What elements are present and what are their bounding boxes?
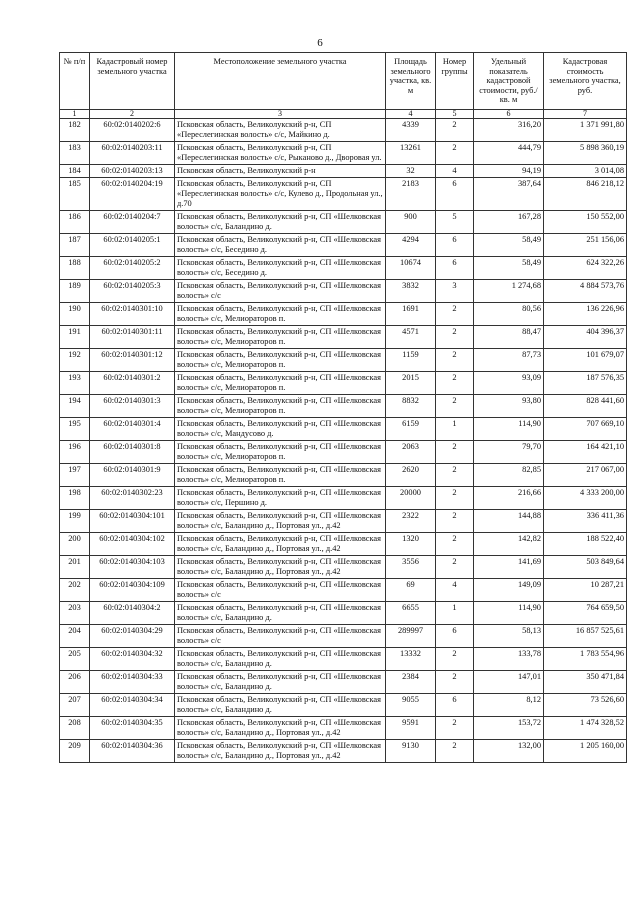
cadastral-number: 60:02:0140301:12: [90, 349, 175, 372]
specific-value: 114,90: [474, 418, 544, 441]
location: Псковская область, Великолукский р-н, СП «Шелковская волость» с/с: [175, 280, 386, 303]
specific-value: 147,01: [474, 671, 544, 694]
cadastral-cost: 1 783 554,96: [544, 648, 627, 671]
col-number: 5: [436, 110, 474, 119]
row-number: 189: [60, 280, 90, 303]
cadastral-cost: 828 441,60: [544, 395, 627, 418]
area: 10674: [386, 257, 436, 280]
cadastral-cost: 764 659,50: [544, 602, 627, 625]
location: Псковская область, Великолукский р-н, СП «Шелковская волость» с/с, Баландино д., Портовая ул., д.42: [175, 740, 386, 763]
area: 32: [386, 165, 436, 178]
cadastral-number: 60:02:0140304:33: [90, 671, 175, 694]
cadastral-cost: 4 333 200,00: [544, 487, 627, 510]
cadastral-number: 60:02:0140304:35: [90, 717, 175, 740]
row-number: 203: [60, 602, 90, 625]
group-number: 2: [436, 487, 474, 510]
table-row: [60, 119, 627, 142]
cadastral-number: 60:02:0140205:1: [90, 234, 175, 257]
group-number: 6: [436, 257, 474, 280]
table-row: [60, 625, 627, 648]
cadastral-cost: 188 522,40: [544, 533, 627, 556]
specific-value: 142,82: [474, 533, 544, 556]
specific-value: 153,72: [474, 717, 544, 740]
row-number: 200: [60, 533, 90, 556]
cadastral-number: 60:02:0140203:11: [90, 142, 175, 165]
group-number: 2: [436, 671, 474, 694]
cadastral-cost: 707 669,10: [544, 418, 627, 441]
header-location: Местоположение земельного участка: [175, 53, 386, 110]
cadastral-cost: 251 156,06: [544, 234, 627, 257]
cadastral-number: 60:02:0140302:23: [90, 487, 175, 510]
cadastral-cost: 404 396,37: [544, 326, 627, 349]
location: Псковская область, Великолукский р-н, СП «Шелковская волость» с/с, Баландино д., Портовая ул., д.42: [175, 533, 386, 556]
area: 2183: [386, 178, 436, 211]
table-row: [60, 418, 627, 441]
table-row: [60, 349, 627, 372]
table-row: [60, 234, 627, 257]
area: 4294: [386, 234, 436, 257]
specific-value: 132,00: [474, 740, 544, 763]
specific-value: 216,66: [474, 487, 544, 510]
row-number: 196: [60, 441, 90, 464]
page-number: 6: [317, 37, 323, 49]
group-number: 6: [436, 694, 474, 717]
cadastral-cost: 217 067,00: [544, 464, 627, 487]
cadastral-cost: 187 576,35: [544, 372, 627, 395]
header-specific-value: Удельный показатель кадастровой стоимости, руб./кв. м: [474, 53, 544, 110]
area: 4339: [386, 119, 436, 142]
group-number: 2: [436, 119, 474, 142]
area: 13332: [386, 648, 436, 671]
area: 20000: [386, 487, 436, 510]
area: 900: [386, 211, 436, 234]
cadastral-cost: 350 471,84: [544, 671, 627, 694]
cadastral-number: 60:02:0140304:101: [90, 510, 175, 533]
cadastral-number: 60:02:0140301:11: [90, 326, 175, 349]
group-number: 6: [436, 178, 474, 211]
row-number: 185: [60, 178, 90, 211]
location: Псковская область, Великолукский р-н, СП «Шелковская волость» с/с, Баландино д., Портовая ул., д.42: [175, 556, 386, 579]
row-number: 187: [60, 234, 90, 257]
specific-value: 58,13: [474, 625, 544, 648]
group-number: 3: [436, 280, 474, 303]
cadastral-cost: 4 884 573,76: [544, 280, 627, 303]
cadastral-number: 60:02:0140304:34: [90, 694, 175, 717]
table-row: [60, 395, 627, 418]
area: 6159: [386, 418, 436, 441]
specific-value: 79,70: [474, 441, 544, 464]
specific-value: 82,85: [474, 464, 544, 487]
group-number: 2: [436, 372, 474, 395]
area: 3556: [386, 556, 436, 579]
group-number: 1: [436, 602, 474, 625]
col-number: 7: [544, 110, 627, 119]
row-number: 201: [60, 556, 90, 579]
cadastral-cost: 164 421,10: [544, 441, 627, 464]
location: Псковская область, Великолукский р-н, СП «Переслегинская волость» с/с, Майкино д.: [175, 119, 386, 142]
specific-value: 87,73: [474, 349, 544, 372]
specific-value: 1 274,68: [474, 280, 544, 303]
cadastral-number: 60:02:0140205:2: [90, 257, 175, 280]
cadastral-number: 60:02:0140304:36: [90, 740, 175, 763]
group-number: 2: [436, 142, 474, 165]
location: Псковская область, Великолукский р-н, СП «Шелковская волость» с/с, Баландино д.: [175, 211, 386, 234]
row-number: 206: [60, 671, 90, 694]
table-row: [60, 740, 627, 763]
location: Псковская область, Великолукский р-н, СП «Шелковская волость» с/с, Мелиораторов п.: [175, 303, 386, 326]
header-cadastral-number: Кадастровый номер земельного участка: [90, 53, 175, 110]
area: 289997: [386, 625, 436, 648]
table-row: [60, 142, 627, 165]
specific-value: 8,12: [474, 694, 544, 717]
location: Псковская область, Великолукский р-н, СП «Шелковская волость» с/с, Першино д.: [175, 487, 386, 510]
row-number: 194: [60, 395, 90, 418]
cadastral-cost: 1 474 328,52: [544, 717, 627, 740]
group-number: 2: [436, 648, 474, 671]
group-number: 4: [436, 579, 474, 602]
table-row: [60, 372, 627, 395]
area: 2063: [386, 441, 436, 464]
group-number: 2: [436, 717, 474, 740]
cadastral-cost: 624 322,26: [544, 257, 627, 280]
cadastral-cost: 336 411,36: [544, 510, 627, 533]
cadastral-cost: 73 526,60: [544, 694, 627, 717]
row-number: 208: [60, 717, 90, 740]
col-number: 3: [175, 110, 386, 119]
cadastral-number: 60:02:0140205:3: [90, 280, 175, 303]
row-number: 193: [60, 372, 90, 395]
table-row: [60, 648, 627, 671]
specific-value: 94,19: [474, 165, 544, 178]
header-area: Площадь земельного участка, кв. м: [386, 53, 436, 110]
group-number: 2: [436, 395, 474, 418]
specific-value: 144,88: [474, 510, 544, 533]
group-number: 4: [436, 165, 474, 178]
location: Псковская область, Великолукский р-н, СП «Шелковская волость» с/с, Мелиораторов п.: [175, 326, 386, 349]
row-number: 186: [60, 211, 90, 234]
specific-value: 114,90: [474, 602, 544, 625]
specific-value: 149,09: [474, 579, 544, 602]
table-row: [60, 178, 627, 211]
row-number: 199: [60, 510, 90, 533]
col-number: 2: [90, 110, 175, 119]
table-row: [60, 165, 627, 178]
group-number: 5: [436, 211, 474, 234]
group-number: 2: [436, 326, 474, 349]
area: 1159: [386, 349, 436, 372]
row-number: 195: [60, 418, 90, 441]
area: 13261: [386, 142, 436, 165]
location: Псковская область, Великолукский р-н, СП «Переслегинская волость» с/с, Рыканово д., Дворовая ул.: [175, 142, 386, 165]
specific-value: 58,49: [474, 234, 544, 257]
row-number: 188: [60, 257, 90, 280]
location: Псковская область, Великолукский р-н, СП «Шелковская волость» с/с, Баландино д.: [175, 648, 386, 671]
cadastral-number: 60:02:0140204:19: [90, 178, 175, 211]
group-number: 2: [436, 441, 474, 464]
table-row: [60, 533, 627, 556]
cadastral-number: 60:02:0140301:2: [90, 372, 175, 395]
group-number: 6: [436, 625, 474, 648]
specific-value: 141,69: [474, 556, 544, 579]
location: Псковская область, Великолукский р-н, СП «Шелковская волость» с/с: [175, 579, 386, 602]
cadastral-number: 60:02:0140304:32: [90, 648, 175, 671]
row-number: 190: [60, 303, 90, 326]
cadastral-cost: 101 679,07: [544, 349, 627, 372]
group-number: 2: [436, 510, 474, 533]
table-row: [60, 556, 627, 579]
specific-value: 58,49: [474, 257, 544, 280]
specific-value: 93,09: [474, 372, 544, 395]
cadastral-number: 60:02:0140204:7: [90, 211, 175, 234]
location: Псковская область, Великолукский р-н: [175, 165, 386, 178]
table-row: [60, 211, 627, 234]
header-group: Номер группы: [436, 53, 474, 110]
group-number: 2: [436, 303, 474, 326]
specific-value: 444,79: [474, 142, 544, 165]
cadastral-cost: 503 849,64: [544, 556, 627, 579]
row-number: 209: [60, 740, 90, 763]
row-number: 197: [60, 464, 90, 487]
cadastral-number: 60:02:0140203:13: [90, 165, 175, 178]
cadastral-cost: 136 226,96: [544, 303, 627, 326]
row-number: 191: [60, 326, 90, 349]
area: 6655: [386, 602, 436, 625]
table-row: [60, 579, 627, 602]
area: 9130: [386, 740, 436, 763]
row-number: 198: [60, 487, 90, 510]
col-number: 1: [60, 110, 90, 119]
area: 2384: [386, 671, 436, 694]
row-number: 183: [60, 142, 90, 165]
table-row: [60, 441, 627, 464]
row-number: 204: [60, 625, 90, 648]
group-number: 2: [436, 556, 474, 579]
col-number: 6: [474, 110, 544, 119]
area: 3832: [386, 280, 436, 303]
cadastral-cost: 3 014,08: [544, 165, 627, 178]
cadastral-cost: 5 898 360,19: [544, 142, 627, 165]
cadastral-number: 60:02:0140301:4: [90, 418, 175, 441]
location: Псковская область, Великолукский р-н, СП «Шелковская волость» с/с, Мелиораторов п.: [175, 395, 386, 418]
table-row: [60, 326, 627, 349]
group-number: 1: [436, 418, 474, 441]
col-number: 4: [386, 110, 436, 119]
row-number: 202: [60, 579, 90, 602]
location: Псковская область, Великолукский р-н, СП «Шелковская волость» с/с, Баландино д.: [175, 694, 386, 717]
location: Псковская область, Великолукский р-н, СП «Шелковская волость» с/с, Мандусово д.: [175, 418, 386, 441]
cadastral-cost: 1 371 991,80: [544, 119, 627, 142]
row-number: 182: [60, 119, 90, 142]
group-number: 2: [436, 349, 474, 372]
row-number: 207: [60, 694, 90, 717]
group-number: 2: [436, 464, 474, 487]
location: Псковская область, Великолукский р-н, СП «Шелковская волость» с/с, Мелиораторов п.: [175, 372, 386, 395]
cadastral-cost: 150 552,00: [544, 211, 627, 234]
location: Псковская область, Великолукский р-н, СП «Шелковская волость» с/с, Мелиораторов п.: [175, 349, 386, 372]
location: Псковская область, Великолукский р-н, СП «Шелковская волость» с/с, Мелиораторов п.: [175, 441, 386, 464]
location: Псковская область, Великолукский р-н, СП «Шелковская волость» с/с: [175, 625, 386, 648]
group-number: 2: [436, 533, 474, 556]
location: Псковская область, Великолукский р-н, СП «Шелковская волость» с/с, Беседино д.: [175, 234, 386, 257]
cadastral-number: 60:02:0140304:102: [90, 533, 175, 556]
table-row: [60, 602, 627, 625]
area: 2620: [386, 464, 436, 487]
row-number: 205: [60, 648, 90, 671]
specific-value: 88,47: [474, 326, 544, 349]
group-number: 6: [436, 234, 474, 257]
cadastral-table: [59, 52, 627, 763]
cadastral-cost: 1 205 160,00: [544, 740, 627, 763]
location: Псковская область, Великолукский р-н, СП «Шелковская волость» с/с, Мелиораторов п.: [175, 464, 386, 487]
header-no: № п/п: [60, 53, 90, 110]
table-row: [60, 464, 627, 487]
cadastral-number: 60:02:0140304:29: [90, 625, 175, 648]
location: Псковская область, Великолукский р-н, СП «Шелковская волость» с/с, Баландино д.: [175, 671, 386, 694]
location: Псковская область, Великолукский р-н, СП «Переслегинская волость» с/с, Кулево д., Продольная ул., д.70: [175, 178, 386, 211]
table-row: [60, 694, 627, 717]
specific-value: 387,64: [474, 178, 544, 211]
row-number: 184: [60, 165, 90, 178]
header-cadastral-cost: Кадастровая стоимость земельного участка, руб.: [544, 53, 627, 110]
row-number: 192: [60, 349, 90, 372]
cadastral-cost: 16 857 525,61: [544, 625, 627, 648]
table-row: [60, 257, 627, 280]
area: 69: [386, 579, 436, 602]
cadastral-number: 60:02:0140304:103: [90, 556, 175, 579]
table-row: [60, 717, 627, 740]
cadastral-number: 60:02:0140301:10: [90, 303, 175, 326]
cadastral-number: 60:02:0140304:2: [90, 602, 175, 625]
area: 1691: [386, 303, 436, 326]
cadastral-cost: 846 218,12: [544, 178, 627, 211]
cadastral-number: 60:02:0140301:9: [90, 464, 175, 487]
cadastral-number: 60:02:0140304:109: [90, 579, 175, 602]
area: 4571: [386, 326, 436, 349]
location: Псковская область, Великолукский р-н, СП «Шелковская волость» с/с, Баландино д.: [175, 602, 386, 625]
area: 1320: [386, 533, 436, 556]
location: Псковская область, Великолукский р-н, СП «Шелковская волость» с/с, Баландино д., Портовая ул., д.42: [175, 510, 386, 533]
group-number: 2: [436, 740, 474, 763]
area: 8832: [386, 395, 436, 418]
area: 9055: [386, 694, 436, 717]
area: 2015: [386, 372, 436, 395]
cadastral-number: 60:02:0140202:6: [90, 119, 175, 142]
cadastral-number: 60:02:0140301:8: [90, 441, 175, 464]
cadastral-cost: 10 287,21: [544, 579, 627, 602]
specific-value: 80,56: [474, 303, 544, 326]
location: Псковская область, Великолукский р-н, СП «Шелковская волость» с/с, Баландино д., Портовая ул., д.42: [175, 717, 386, 740]
table-row: [60, 280, 627, 303]
specific-value: 93,80: [474, 395, 544, 418]
area: 9591: [386, 717, 436, 740]
specific-value: 167,28: [474, 211, 544, 234]
table-row: [60, 510, 627, 533]
specific-value: 316,20: [474, 119, 544, 142]
specific-value: 133,78: [474, 648, 544, 671]
table-row: [60, 487, 627, 510]
table-row: [60, 671, 627, 694]
location: Псковская область, Великолукский р-н, СП «Шелковская волость» с/с, Беседино д.: [175, 257, 386, 280]
cadastral-number: 60:02:0140301:3: [90, 395, 175, 418]
area: 2322: [386, 510, 436, 533]
table-row: [60, 303, 627, 326]
